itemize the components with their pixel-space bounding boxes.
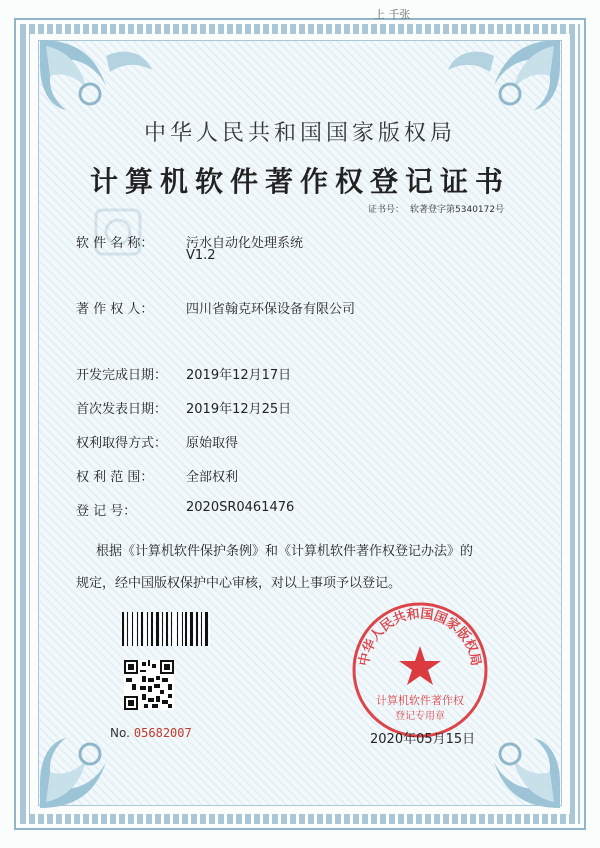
seal-inner-line: 登记专用章 [395,711,445,722]
field-label: 权 利 范 围： [76,470,154,485]
barcode-bar [160,612,161,646]
barcode-bar [201,612,202,646]
barcode-bar [132,612,133,646]
field-label: 著 作 权 人： [76,302,154,317]
barcode-bar [122,612,124,646]
field-label: 开发完成日期： [76,368,168,383]
barcode-bar [125,612,126,646]
barcode-bar [129,612,132,646]
field-label: 登 记 号： [76,504,137,519]
seal-inner-line: 计算机软件著作权 [376,694,464,707]
certificate-number-value: 软著登字第5340172号 [410,205,505,215]
barcode-bar [137,612,138,646]
barcode-bar [179,612,181,646]
barcode-bar [156,612,159,646]
field-rights-scope [76,466,239,485]
barcode-bar [141,612,143,646]
barcode-bar [154,612,155,646]
barcode-bar [162,612,163,646]
barcode-bar [190,612,193,646]
barcode-icon [122,612,210,646]
field-acquisition-method [76,432,239,451]
barcode-bar [147,612,148,646]
certificate-number-label: 证书号： [368,205,405,215]
field-value-version: V1.2 [186,248,216,263]
barcode-bar [144,612,147,646]
barcode-bar [127,612,128,646]
serial-value: 05682007 [133,726,192,740]
barcode-bar [151,612,153,646]
certificate-title: 计算机软件著作权登记证书 [89,165,510,198]
barcode-bar [194,612,195,646]
barcode-bar [209,612,210,646]
field-publish-date [76,398,292,417]
field-label: 软 件 名 称： [76,236,154,251]
barcode-bar [182,612,183,646]
barcode-bar [183,612,184,646]
field-completion-date [76,364,292,383]
field-software-name [76,232,304,263]
field-value: 四川省翰克环保设备有限公司 [186,302,356,317]
barcode-bar [134,612,136,646]
official-seal-icon [350,600,490,740]
serial-label: No. [110,726,130,740]
issue-date: 2020年05月15日 [370,732,476,747]
barcode-bar [149,612,150,646]
barcode-bar [188,612,189,646]
handwritten-note: 上 千张 [374,8,411,21]
barcode-bar [199,612,201,646]
barcode-bar [203,612,204,646]
statement-paragraph [76,536,536,600]
barcode-bar [139,612,140,646]
field-copyright-owner [76,298,356,317]
barcode-bar [205,612,208,646]
barcode-bar [196,612,198,646]
statement-line: 规定，经中国版权保护中心审核，对以上事项予以登记。 [76,576,402,591]
certificate-number [368,202,504,215]
barcode-bar [166,612,168,646]
barcode-bar [169,612,170,646]
field-label: 权利取得方式： [76,436,168,451]
field-registration-number [76,500,295,519]
field-value: 2020SR0461476 [186,500,295,515]
field-label: 首次发表日期： [76,402,168,417]
field-value: 污水自动化处理系统 [186,236,304,251]
seal-ring-text: 中华人民共和国国家版权局 [356,606,484,668]
barcode-bar [185,612,187,646]
barcode-bar [177,612,178,646]
statement-line: 根据《计算机软件保护条例》和《计算机软件著作权登记办法》的 [96,544,474,559]
serial-number [110,726,192,740]
qr-code-icon [124,660,174,710]
barcode-bar [164,612,166,646]
barcode-bar [173,612,176,646]
issuer-title: 中华人民共和国国家版权局 [143,121,456,146]
barcode-bar [171,612,172,646]
field-value: 全部权利 [186,470,239,485]
field-value: 2019年12月25日 [186,402,292,417]
field-value: 2019年12月17日 [186,368,292,383]
corner-ornament-icon [36,702,156,812]
field-value: 原始取得 [186,436,239,451]
